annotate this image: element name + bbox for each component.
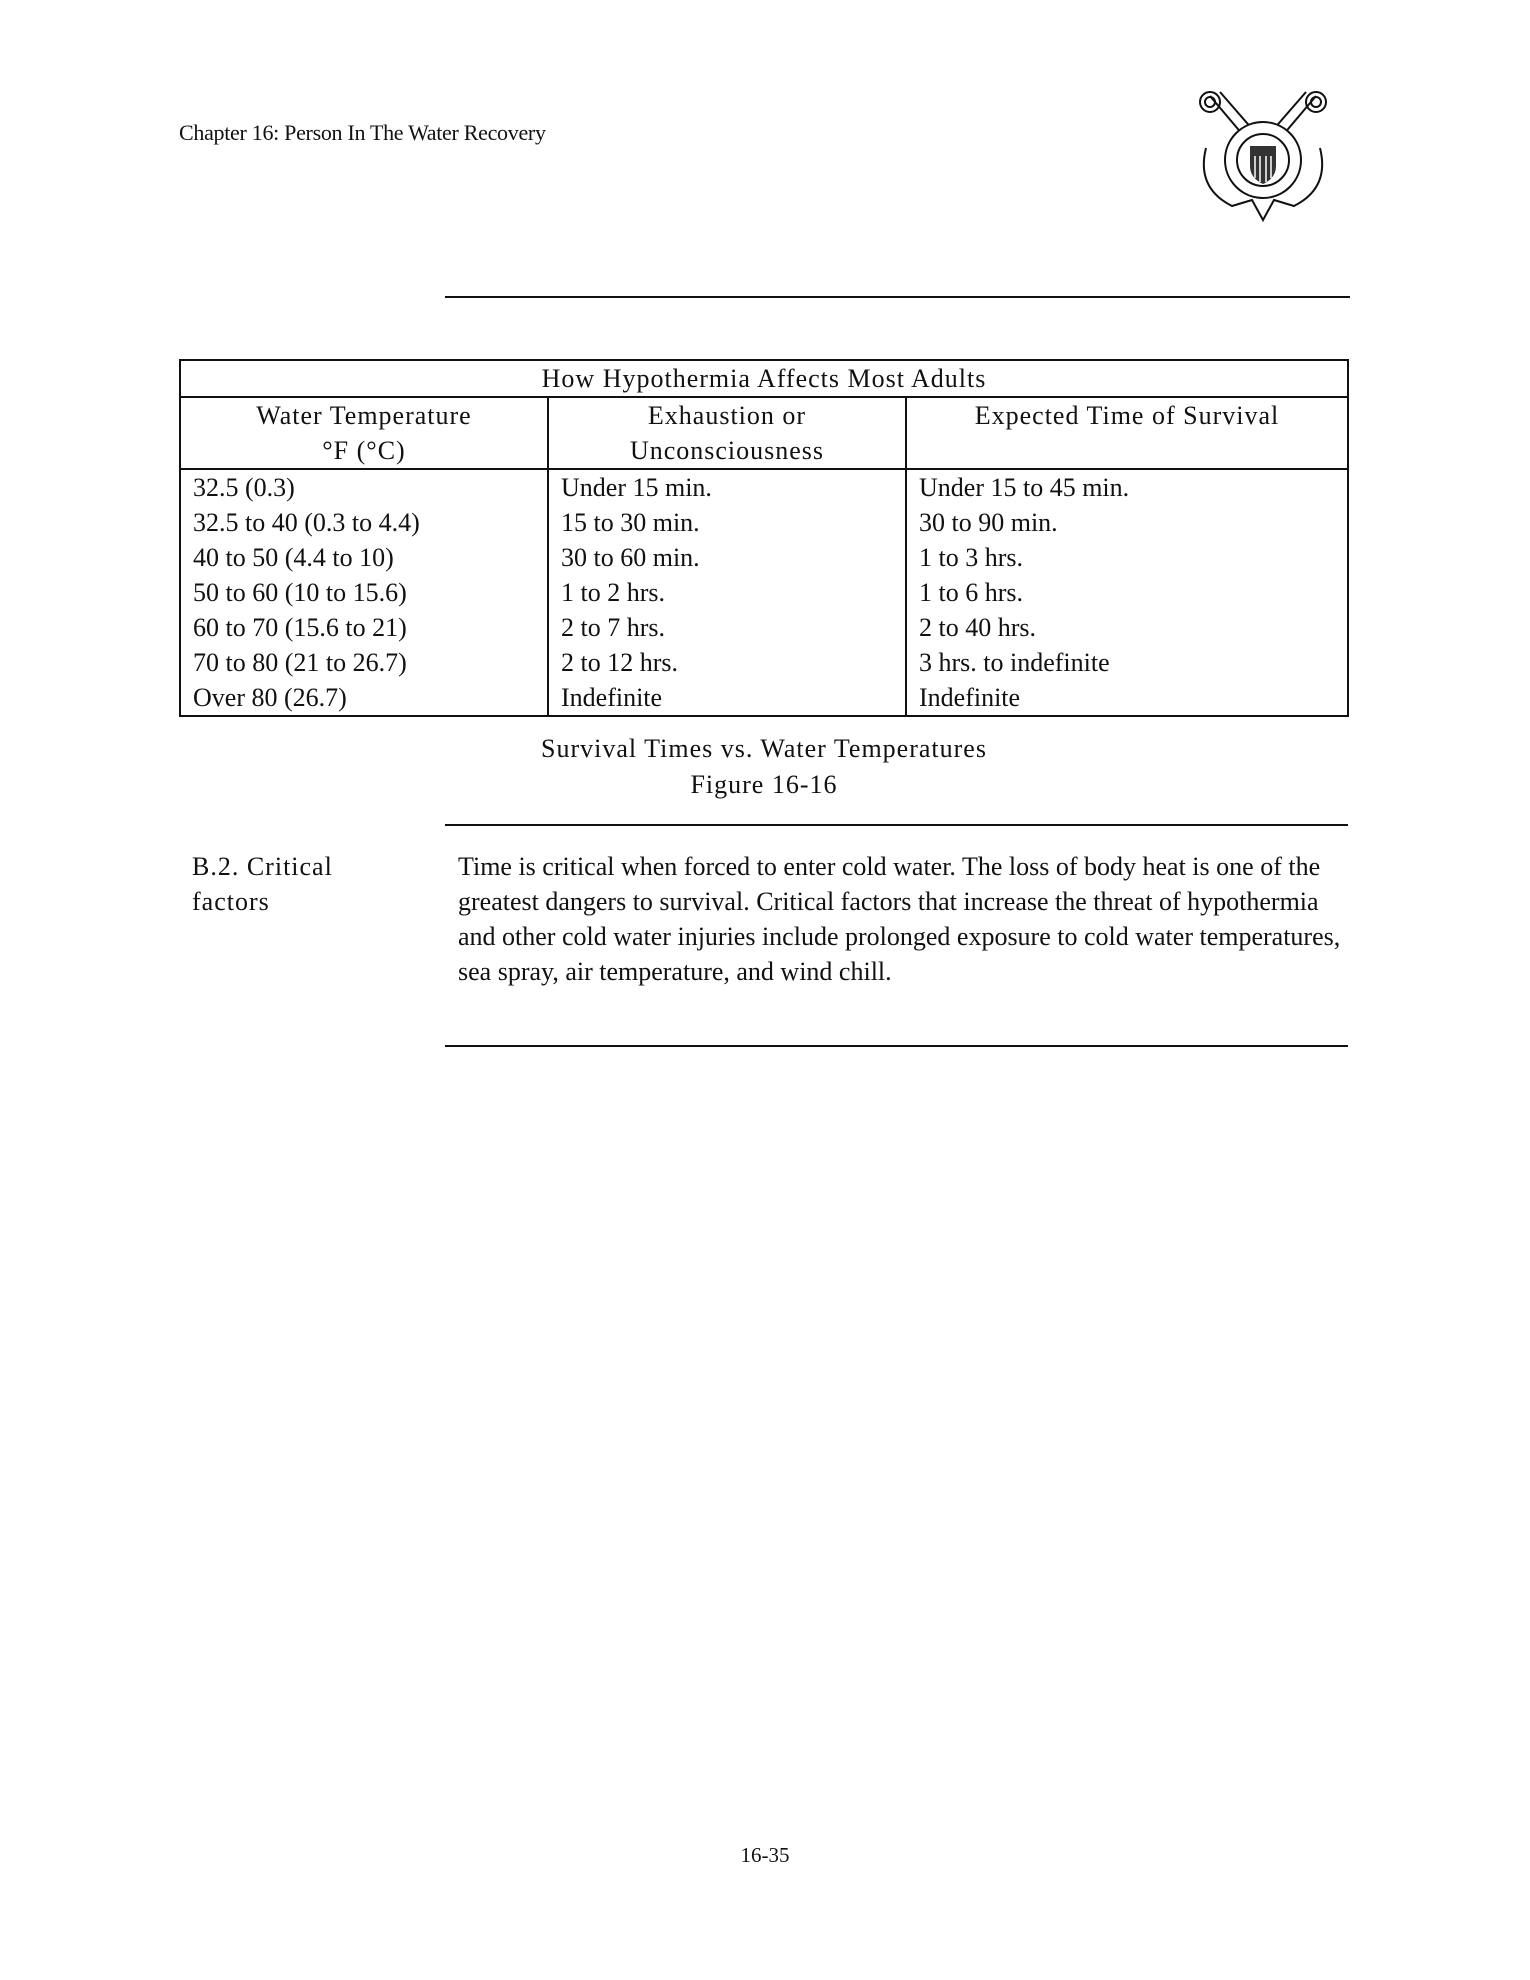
hypothermia-table [179,359,1349,717]
section-label-line: B.2. Critical [192,852,333,881]
table-row: 50 to 60 (10 to 15.6) 1 to 2 hrs. 1 to 6 hrs. [180,575,1348,610]
figure-caption [179,731,1349,803]
section-label-line: factors [192,887,270,916]
table-title: How Hypothermia Affects Most Adults [180,360,1348,397]
table-row: 70 to 80 (21 to 26.7) 2 to 12 hrs. 3 hrs. to indefinite [180,645,1348,680]
section-label [192,849,412,919]
column-header-exhaustion: Exhaustion or Unconsciousness [548,397,906,469]
figure-number: Figure 16-16 [690,770,838,799]
bottom-rule [445,1045,1348,1047]
coast-guard-seal-logo [1192,88,1334,224]
table-row: Over 80 (26.7) Indefinite Indefinite [180,680,1348,716]
figure-title: Survival Times vs. Water Temperatures [541,734,987,763]
section-body: Time is critical when forced to enter cold water. The loss of body heat is one of the greatest dangers to survival. Critical factors that increase the threat of hypothermia and other cold water injuries include prolonged exposure to cold water temperatures, sea spray, air temperature, and wind chill. [458,852,1341,986]
page-number: 16-35 [740,1843,790,1867]
column-header-water-temperature: Water Temperature °F (°C) [180,397,548,469]
column-header-survival-time: Expected Time of Survival [906,397,1348,469]
table-row: 40 to 50 (4.4 to 10) 30 to 60 min. 1 to 3 hrs. [180,540,1348,575]
section-rule [445,824,1348,826]
table-row: 32.5 (0.3) Under 15 min. Under 15 to 45 min. [180,469,1348,505]
top-rule [445,296,1350,298]
table-row: 60 to 70 (15.6 to 21) 2 to 7 hrs. 2 to 40 hrs. [180,610,1348,645]
chapter-header: Chapter 16: Person In The Water Recovery [179,120,546,145]
table-row: 32.5 to 40 (0.3 to 4.4) 15 to 30 min. 30 to 90 min. [180,505,1348,540]
